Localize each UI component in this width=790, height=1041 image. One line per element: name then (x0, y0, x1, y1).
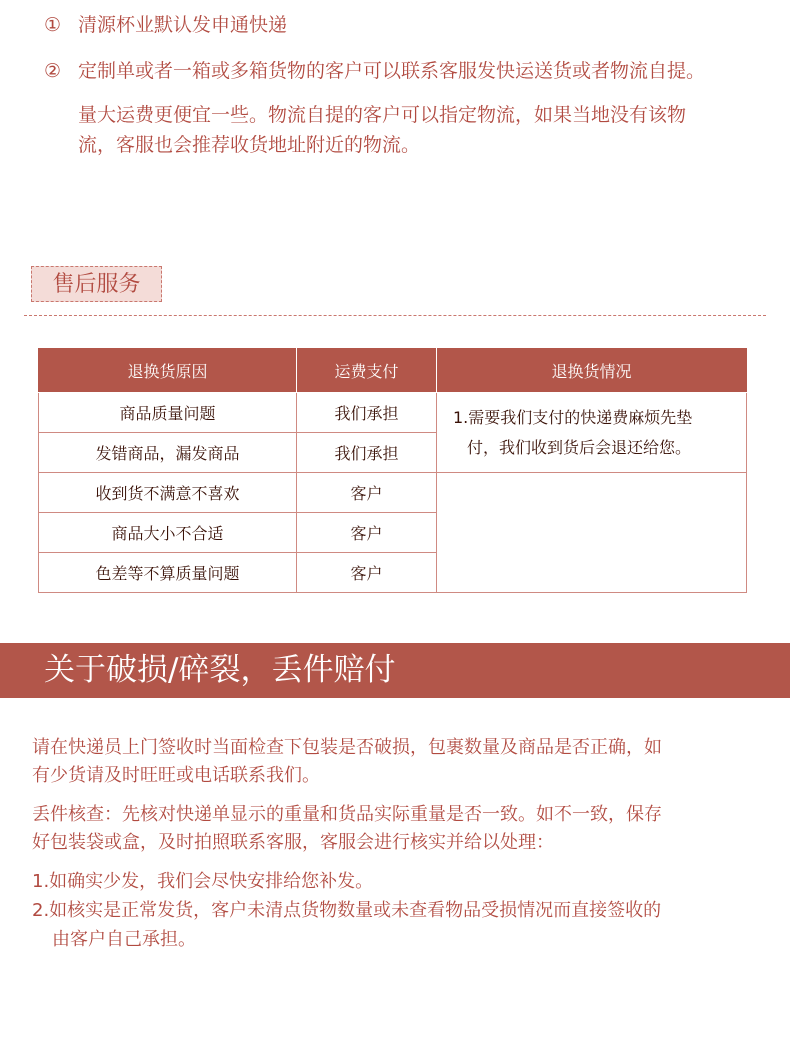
payment-cell: 我们承担 (297, 393, 437, 433)
damage-para-2-line-1: 丢件核查：先核对快递单显示的重量和货品实际重量是否一致。如不一致，保存 (32, 804, 662, 825)
damage-para-1-line-1: 请在快递员上门签收时当面检查下包装是否破损，包裹数量及商品是否正确，如 (32, 737, 662, 758)
header-payment: 运费支付 (297, 349, 437, 393)
reason-cell: 商品大小不合适 (39, 513, 297, 553)
shipping-item-2-line-3: 流，客服也会推荐收货地址附近的物流。 (78, 134, 421, 156)
refund-note-line-1: 1.需要我们支付的快递费麻烦先垫 (453, 407, 693, 427)
table-row (39, 473, 747, 513)
payment-cell: 客户 (297, 513, 437, 553)
damage-title: 关于破损/碎裂，丢件赔付 (44, 652, 396, 688)
damage-item-1: 1.如确实少发，我们会尽快安排给您补发。 (32, 871, 374, 892)
after-sales-tag (31, 266, 162, 302)
damage-para-1-line-2: 有少货请及时旺旺或电话联系我们。 (32, 765, 320, 786)
header-situation: 退换货情况 (437, 349, 747, 393)
reason-cell: 商品质量问题 (39, 393, 297, 433)
table-header-row (39, 349, 747, 393)
payment-cell: 我们承担 (297, 433, 437, 473)
reason-cell: 色差等不算质量问题 (39, 553, 297, 593)
refund-note-line-2: 付，我们收到货后会退还给您。 (467, 437, 692, 457)
shipping-item-2 (44, 56, 705, 86)
reason-cell: 发错商品，漏发商品 (39, 433, 297, 473)
refund-note-cell (437, 393, 747, 473)
payment-cell: 客户 (297, 473, 437, 513)
table-row (39, 393, 747, 433)
shipping-item-2-line-2: 量大运费更便宜一些。物流自提的客户可以指定物流，如果当地没有该物 (78, 104, 687, 126)
item-number: ① (44, 14, 62, 36)
damage-banner (0, 643, 790, 698)
header-reason: 退换货原因 (39, 349, 297, 393)
reason-cell: 收到货不满意不喜欢 (39, 473, 297, 513)
damage-item-2-line-1: 2.如核实是正常发货，客户未清点货物数量或未查看物品受损情况而直接签收的 (32, 900, 662, 921)
item-number: ② (44, 60, 62, 82)
damage-item-2-line-2: 由客户自己承担。 (52, 929, 196, 950)
shipping-item-1 (44, 10, 287, 40)
payment-cell: 客户 (297, 553, 437, 593)
dashed-divider (24, 315, 766, 316)
shipping-item-2-text: 定制单或者一箱或多箱货物的客户可以联系客服发快运送货或者物流自提。 (78, 60, 706, 82)
shipping-item-1-text: 清源杯业默认发申通快递 (78, 14, 288, 36)
empty-cell (437, 473, 747, 593)
return-policy-table (38, 348, 747, 593)
after-sales-title: 售后服务 (52, 272, 141, 297)
damage-para-2-line-2: 好包装袋或盒，及时拍照联系客服，客服会进行核实并给以处理： (32, 832, 554, 853)
